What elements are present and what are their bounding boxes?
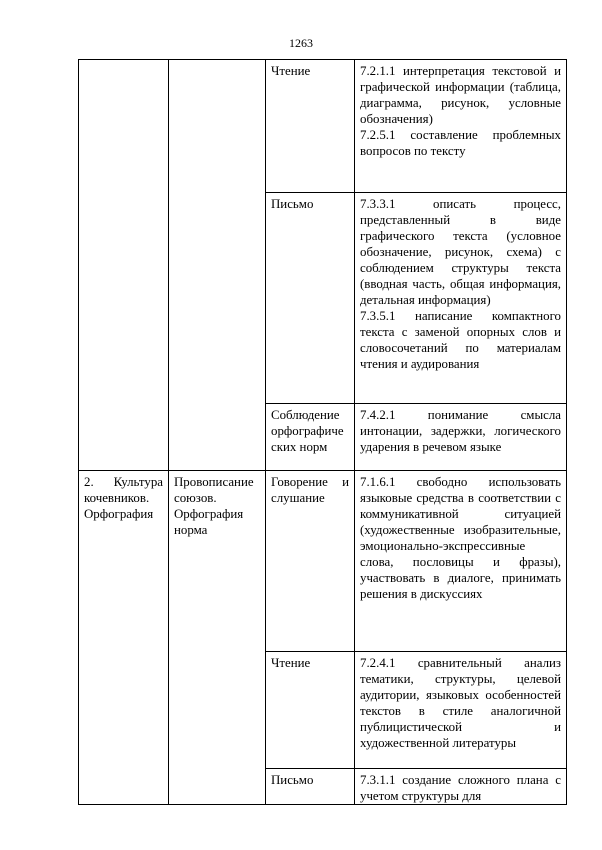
objective-text: 7.3.1.1 создание сложного плана с учетом структуры для [360,773,561,803]
skill-label: Соблюдение орфографических норм [271,408,344,454]
objectives-cell [355,193,567,404]
skill-label: Чтение [271,64,311,78]
section-title: 2. Культура кочевников. Орфография [84,475,163,521]
objective-text: 7.2.5.1 составление проблемных вопросов по тексту [360,128,561,158]
skill-label: Письмо [271,773,314,787]
topic-cell [169,471,266,805]
objectives-cell [355,404,567,471]
objectives-cell [355,652,567,769]
objective-text: 7.3.5.1 написание компактного текста с заменой опорных слов и словосочетаний по материалам чтения и аудирования [360,309,561,371]
skill-label: Говорение и слушание [271,475,349,505]
table-row [79,60,567,193]
objective-text: 7.3.3.1 описать процесс, представленный в виде графического текста (условное обозначение, рисунок, схема) с соблюдением структуры текста (вводная часть, общая информация, детальная информация) [360,197,561,307]
objectives-cell [355,471,567,652]
objectives-cell [355,769,567,805]
skill-cell [266,652,355,769]
skill-cell [266,769,355,805]
skill-cell [266,404,355,471]
section-cell [79,471,169,805]
skill-label: Письмо [271,197,314,211]
objectives-cell [355,60,567,193]
objective-text: 7.2.4.1 сравнительный анализ тематики, структуры, целевой аудитории, языковых особенностей текстов в стиле аналогичной публицистической и художественной литературы [360,656,561,750]
table-row [79,471,567,652]
skill-cell [266,471,355,652]
page-number: 1263 [289,36,313,50]
skill-cell [266,193,355,404]
skill-cell [266,60,355,193]
objective-text: 7.1.6.1 свободно использовать языковые средства в соответствии с коммуникативной ситуацией (художественные изобразительные, эмоционально-экспрессивные слова, пословицы и фразы), участвовать в диалоге, принимать решения в дискуссиях [360,475,561,601]
topic-cell [169,60,266,471]
topic-title: Провописание союзов. Орфография норма [174,475,254,537]
objective-text: 7.4.2.1 понимание смысла интонации, задержки, логического ударения в речевом языке [360,408,561,454]
skill-label: Чтение [271,656,311,670]
section-cell [79,60,169,471]
curriculum-table [78,59,567,805]
objective-text: 7.2.1.1 интерпретация текстовой и графической информации (таблица, диаграмма, рисунок, условные обозначения) [360,64,561,126]
